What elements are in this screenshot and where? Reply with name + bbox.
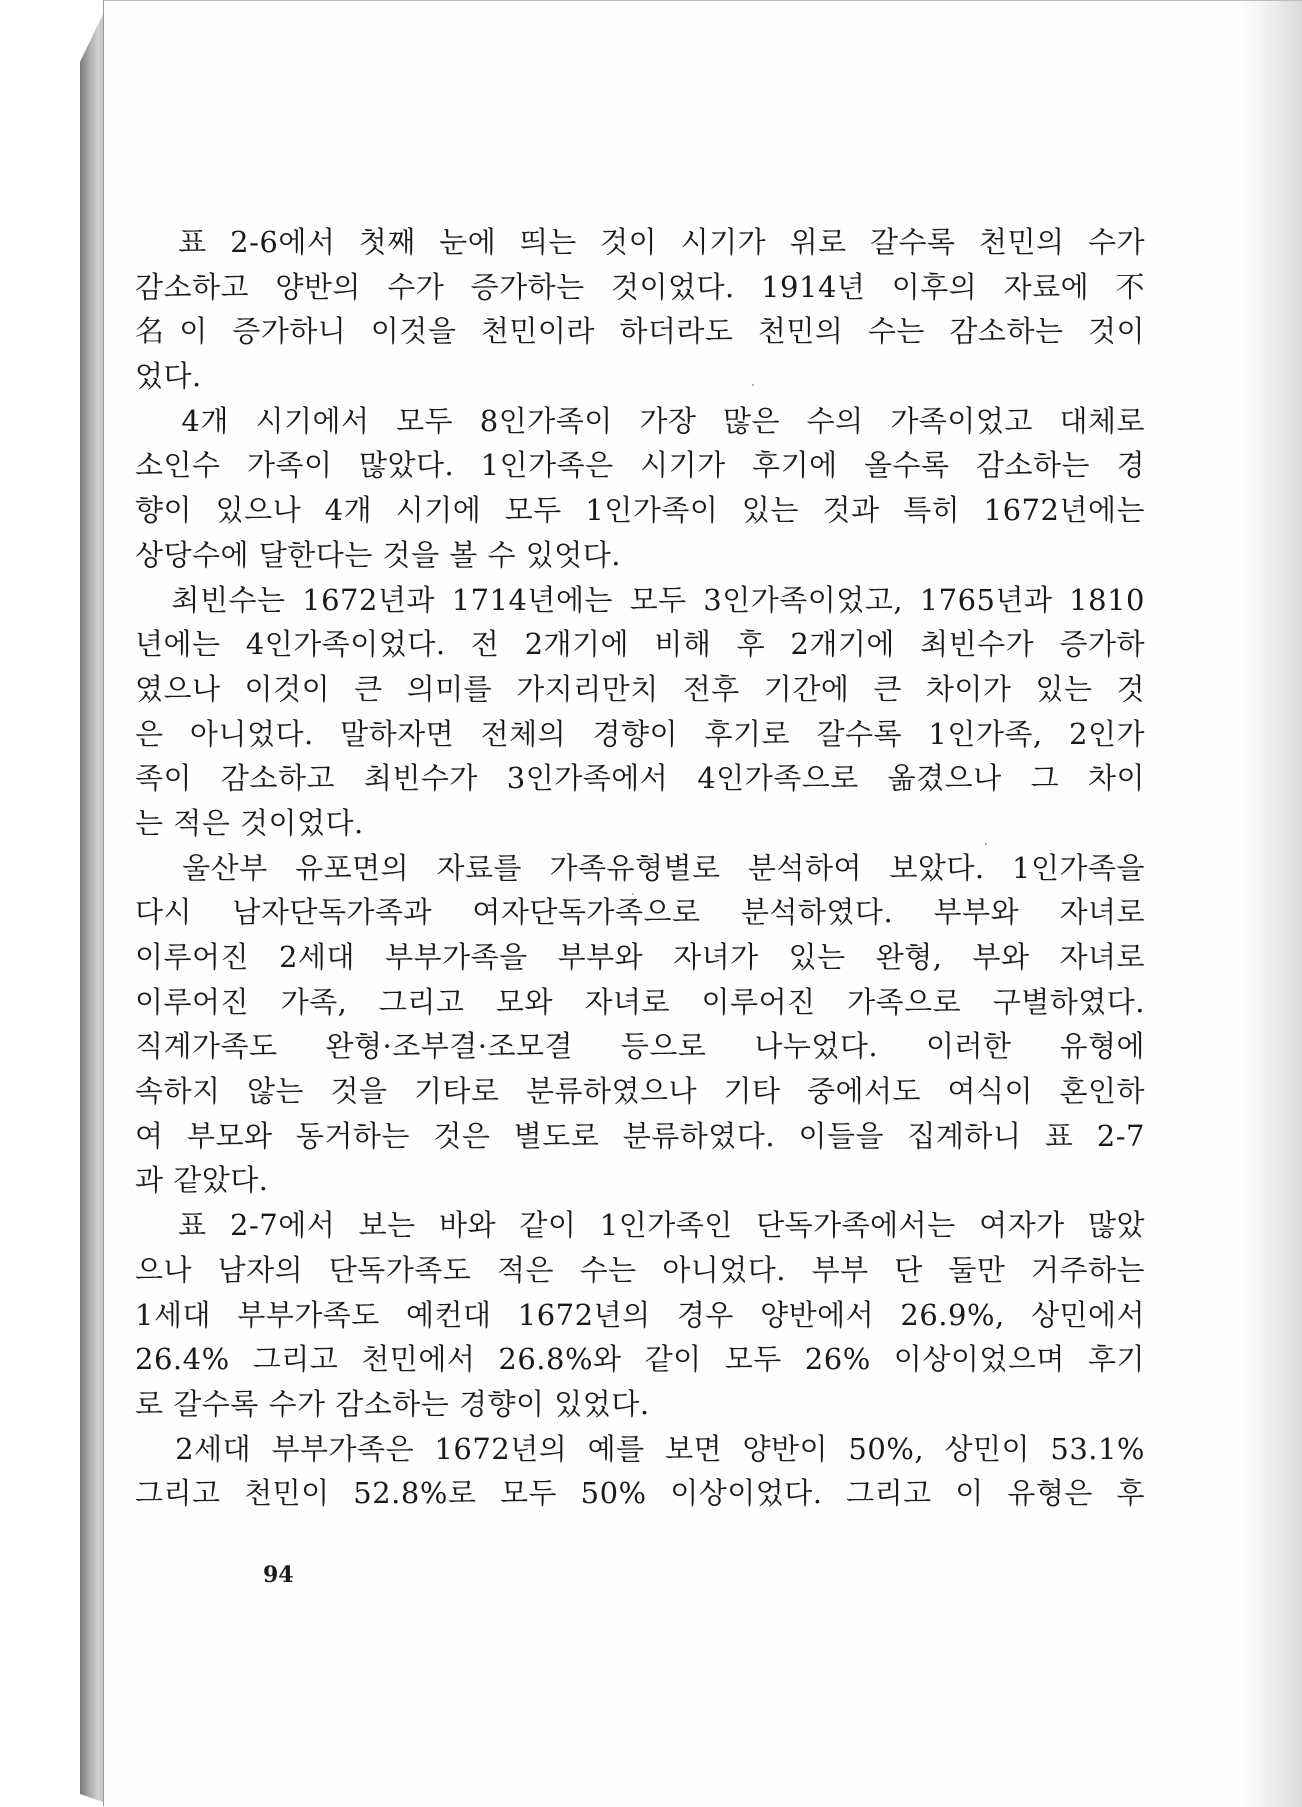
paper-speck (985, 843, 987, 845)
text-line: 26.4% 그리고 천민에서 26.8%와 같이 모두 26% 이상이었으며 후기 (135, 1342, 1145, 1377)
text-line: 였으나 이것이 큰 의미를 가지리만치 전후 기간에 큰 차이가 있는 것 (135, 671, 1145, 706)
text-line: 었다. (135, 359, 202, 394)
text-line: 감소하고 양반의 수가 증가하는 것이었다. 1914년 이후의 자료에 不 (135, 269, 1145, 304)
text-line: 여 부모와 동거하는 것은 별도로 분류하였다. 이들을 집계하니 표 2-7 (135, 1118, 1145, 1153)
page-number: 94 (263, 1562, 294, 1588)
text-line: 직계가족도 완형·조부결·조모결 등으로 나누었다. 이러한 유형에 (135, 1029, 1145, 1064)
text-line: 속하지 않는 것을 기타로 분류하였으나 기타 중에서도 여식이 혼인하 (135, 1074, 1145, 1109)
body-text (135, 220, 1145, 1516)
page-shadow (1242, 1, 1302, 1807)
text-line: 상당수에 달한다는 것을 볼 수 있엇다. (135, 537, 622, 572)
text-line: 그리고 천민이 52.8%로 모두 50% 이상이었다. 그리고 이 유형은 후 (135, 1476, 1145, 1511)
text-line: 로 갈수록 수가 감소하는 경향이 있었다. (135, 1386, 650, 1421)
paper-speck (632, 893, 634, 895)
paper-speck (752, 384, 754, 386)
text-line: 名이 증가하니 이것을 천민이라 하더라도 천민의 수는 감소하는 것이 (135, 314, 1145, 349)
text-line: 다시 남자단독가족과 여자단독가족으로 분석하였다. 부부와 자녀로 (135, 895, 1145, 930)
text-line: 이루어진 2세대 부부가족을 부부와 자녀가 있는 완형, 부와 자녀로 (135, 940, 1145, 974)
text-line: 표 2-7에서 보는 바와 같이 1인가족인 단독가족에서는 여자가 많았 (135, 1208, 1145, 1243)
text-line: 년에는 4인가족이었다. 전 2개기에 비해 후 2개기에 최빈수가 증가하 (135, 627, 1145, 662)
text-line: 소인수 가족이 많았다. 1인가족은 시기가 후기에 올수록 감소하는 경 (135, 448, 1145, 483)
text-line: 2세대 부부가족은 1672년의 예를 보면 양반이 50%, 상민이 53.1% (135, 1431, 1145, 1466)
text-line: 표 2-6에서 첫째 눈에 띄는 것이 시기가 위로 갈수록 천민의 수가 (135, 225, 1145, 259)
text-line: 이루어진 가족, 그리고 모와 자녀로 이루어진 가족으로 구별하였다. (135, 984, 1145, 1019)
text-line: 울산부 유포면의 자료를 가족유형별로 분석하여 보았다. 1인가족을 (135, 850, 1145, 885)
text-line: 는 적은 것이었다. (135, 805, 364, 840)
text-line: 은 아니었다. 말하자면 전체의 경향이 후기로 갈수록 1인가족, 2인가 (135, 716, 1145, 751)
text-line: 향이 있으나 4개 시기에 모두 1인가족이 있는 것과 특히 1672년에는 (135, 493, 1145, 528)
text-line: 최빈수는 1672년과 1714년에는 모두 3인가족이었고, 1765년과 1810 (135, 582, 1145, 617)
text-line: 으나 남자의 단독가족도 적은 수는 아니었다. 부부 단 둘만 거주하는 (135, 1252, 1145, 1287)
text-line: 4개 시기에서 모두 8인가족이 가장 많은 수의 가족이었고 대체로 (135, 403, 1145, 438)
text-line: 족이 감소하고 최빈수가 3인가족에서 4인가족으로 옮겼으나 그 차이 (135, 761, 1145, 796)
text-line: 과 같았다. (135, 1163, 269, 1198)
text-line: 1세대 부부가족도 예컨대 1672년의 경우 양반에서 26.9%, 상민에서 (135, 1297, 1145, 1332)
